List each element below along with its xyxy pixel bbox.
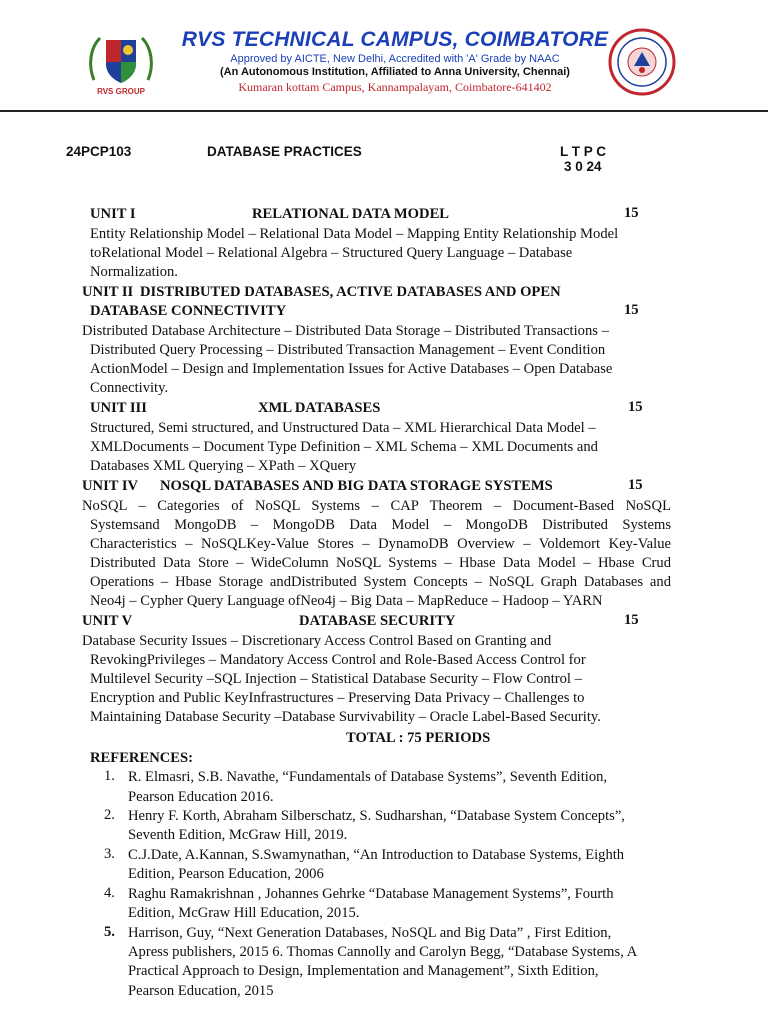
reference-line: Pearson Education 2016. [128,789,274,805]
unit-title: RELATIONAL DATA MODEL [252,206,450,222]
reference-line: Raghu Ramakrishnan , Johannes Gehrke “Database Management Systems”, Fourth [128,886,614,902]
unit-label: UNIT II [82,284,134,300]
course-title: DATABASE PRACTICES [207,144,362,159]
ltpc-values: 3 0 24 [564,159,602,174]
reference-number: 1. [104,768,115,784]
unit-title: DATABASE CONNECTIVITY [90,303,287,319]
approval-line: Approved by AICTE, New Delhi, Accredited with 'A' Grade by NAAC [230,53,560,65]
unit-title: DISTRIBUTED DATABASES, ACTIVE DATABASES AND OPEN [140,284,561,300]
unit-content-line: Structured, Semi structured, and Unstructured Data – XML Hierarchical Data Model – [90,420,596,436]
campus-address: Kumaran kottam Campus, Kannampalayam, Coimbatore-641402 [238,80,552,94]
unit-content-line: Databases XML Querying – XPath – XQuery [90,458,357,474]
unit-content-line: XMLDocuments – Document Type Definition – XML Schema – XML Documents and [90,439,598,455]
unit-content-line: Characteristics – NoSQLKey-Value Stores – DynamoDB Overview – Voldemort Key-Value [90,536,671,552]
unit-hours: 15 [628,399,643,415]
unit-label: UNIT IV [82,478,139,494]
unit-content-line: NoSQL – Categories of NoSQL Systems – CAP Theorem – Document-Based NoSQL [82,498,671,514]
unit-label: UNIT V [82,613,133,629]
unit-content-line: Connectivity. [90,380,169,396]
unit-content-line: Neo4j – Cypher Query Language ofNeo4j – Big Data – MapReduce – Hadoop – YARN [90,593,603,609]
unit-content-line: Distributed Database Architecture – Distributed Data Storage – Distributed Transactions – [82,323,609,339]
reference-line: Practical Approach to Design, Implementation and Management”, Sixth Edition, [128,963,599,979]
rvs-group-logo [86,28,156,98]
unit-content-line: Multilevel Security –SQL Injection – Statistical Database Security – Flow Control – [90,671,582,687]
reference-number: 3. [104,846,115,862]
reference-line: Pearson Education, 2015 [128,983,274,999]
unit-title: XML DATABASES [258,400,381,416]
unit-content-line: Systemsand MongoDB – MongoDB Data Model – MongoDB Distributed Systems [90,517,671,533]
unit-content-line: Operations – Hbase Storage andDistributed System Concepts – NoSQL Graph Databases and [90,574,671,590]
course-code: 24PCP103 [66,144,132,159]
reference-number: 4. [104,885,115,901]
reference-number: 2. [104,807,115,823]
reference-line: Seventh Edition, McGraw Hill, 2019. [128,827,348,843]
unit-content-line: ActionModel – Design and Implementation Issues for Active Databases – Open Database [90,361,613,377]
college-seal-icon [608,28,676,96]
reference-line: Henry F. Korth, Abraham Silberschatz, S. Sudharshan, “Database System Concepts”, [128,808,625,824]
unit-content-line: Distributed Data Store – WideColumn NoSQL Systems – Hbase Data Model – Hbase Crud [90,555,671,571]
reference-line: Apress publishers, 2015 6. Thomas Cannolly and Carolyn Begg, “Database Systems, A [128,944,638,960]
unit-title: DATABASE SECURITY [299,613,456,629]
reference-line: R. Elmasri, S.B. Navathe, “Fundamentals of Database Systems”, Seventh Edition, [128,769,608,785]
references-heading: REFERENCES: [90,750,193,766]
unit-hours: 15 [628,477,643,493]
unit-content-line: RevokingPrivileges – Mandatory Access Control and Role-Based Access Control for [90,652,586,668]
rvs-group-logo-text: RVS GROUP [97,87,145,96]
letterhead [0,0,768,112]
reference-line: C.J.Date, A.Kannan, S.Swamynathan, “An Introduction to Database Systems, Eighth [128,847,625,863]
header-divider [0,110,768,112]
unit-label: UNIT I [90,206,136,222]
unit-content-line: Encryption and Public KeyInfrastructures – Preserving Data Privacy – Challenges to [90,690,585,706]
unit-hours: 15 [624,612,639,628]
unit-content-line: Entity Relationship Model – Relational Data Model – Mapping Entity Relationship Model [90,226,619,242]
unit-hours: 15 [624,302,639,318]
unit-content-line: toRelational Model – Relational Algebra – Structured Query Language – Database [90,245,573,261]
unit-content-line: Maintaining Database Security –Database Survivability – Oracle Label-Based Security. [90,709,601,725]
unit-content-line: Distributed Query Processing – Distributed Transaction Management – Event Condition [90,342,606,358]
unit-content-line: Database Security Issues – Discretionary Access Control Based on Granting and [82,633,552,649]
campus-name: RVS TECHNICAL CAMPUS, COIMBATORE [181,28,609,51]
reference-number: 5. [104,924,115,940]
unit-content-line: Normalization. [90,264,178,280]
reference-line: Edition, McGraw Hill Education, 2015. [128,905,360,921]
total-periods: TOTAL : 75 PERIODS [346,730,491,746]
unit-title: NOSQL DATABASES AND BIG DATA STORAGE SYSTEMS [160,478,553,494]
reference-line: Edition, Pearson Education, 2006 [128,866,324,882]
reference-line: Harrison, Guy, “Next Generation Databases, NoSQL and Big Data” , First Edition, [128,925,612,941]
unit-hours: 15 [624,205,639,221]
unit-label: UNIT III [90,400,147,416]
affiliation-line: (An Autonomous Institution, Affiliated to Anna University, Chennai) [220,66,570,78]
ltpc-label: L T P C [560,144,607,159]
